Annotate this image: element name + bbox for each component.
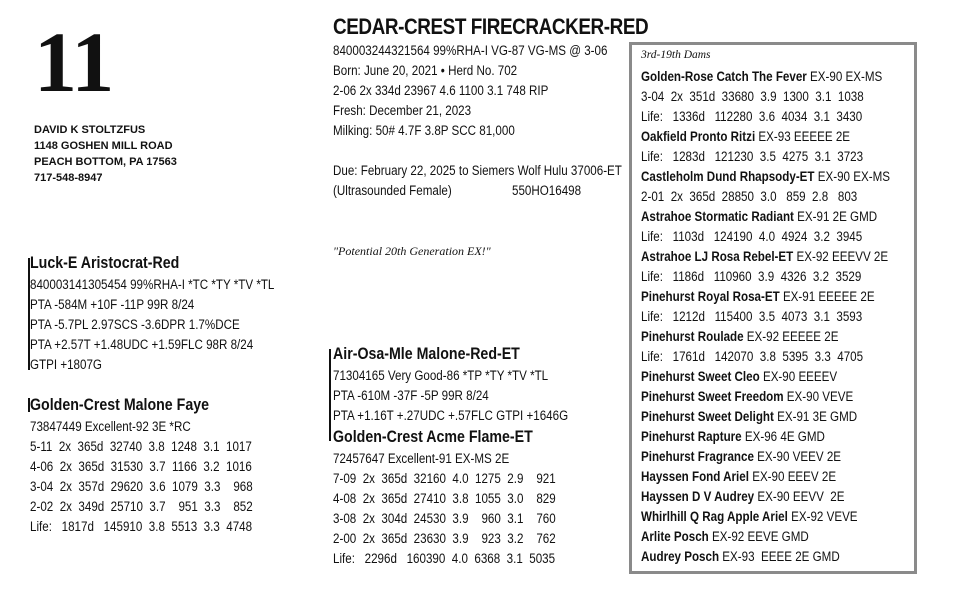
- dam-list-detail: 3-04 2x 351d 33680 3.9 1300 3.1 1038: [641, 89, 864, 104]
- dam-list-name: Pinehurst Sweet Delight: [641, 409, 774, 424]
- dam-list-name: Oakfield Pronto Ritzi: [641, 129, 756, 144]
- record-line: 2-06 2x 334d 23967 4.6 1100 3.1 748 RIP: [333, 83, 549, 98]
- sire-line: 840003141305454 99%RHA-I *TC *TY *TV *TL: [30, 277, 275, 292]
- dam-list-row: [641, 307, 890, 327]
- dam-list-detail: EX-92 EEEVV 2E: [793, 249, 889, 264]
- dam-line: 3-04 2x 357d 29620 3.6 1079 3.3 968: [30, 479, 253, 494]
- fresh-line: Fresh: December 21, 2023: [333, 103, 472, 118]
- dam-list-name: Golden-Rose Catch The Fever: [641, 69, 807, 84]
- dam-list-detail: Life: 1212d 115400 3.5 4073 3.1 3593: [641, 309, 863, 324]
- sire-line: PTA +2.57T +1.48UDC +1.59FLC 98R 8/24: [30, 337, 254, 352]
- dam-list-row: [641, 527, 890, 547]
- dam-list-row: [641, 407, 890, 427]
- sire-line: PTA -584M +10F -11P 99R 8/24: [30, 297, 195, 312]
- service-code: 550HO16498: [512, 183, 582, 198]
- dam-line: Life: 1817d 145910 3.8 5513 3.3 4748: [30, 519, 253, 534]
- granddam-line: 72457647 Excellent-91 EX-MS 2E: [333, 451, 510, 466]
- dam-list-row: [641, 187, 890, 207]
- dam-list-detail: EX-90 VEVE: [783, 389, 854, 404]
- dam-list-row: [641, 247, 890, 267]
- due-block: [333, 161, 669, 201]
- dam-list-name: Castleholm Dund Rhapsody-ET: [641, 169, 815, 184]
- dam-list-name: Audrey Posch: [641, 549, 720, 564]
- consignor-block: [34, 122, 177, 186]
- sire-line: GTPI +1807G: [30, 357, 102, 372]
- dam-list-row: [641, 267, 890, 287]
- dam-list-row: [641, 227, 890, 247]
- dam-list-name: Hayssen Fond Ariel: [641, 469, 749, 484]
- dam-list-row: [641, 287, 890, 307]
- dam-list-name: Pinehurst Rapture: [641, 429, 742, 444]
- mgs-block: [333, 343, 606, 426]
- granddam-line: 4-08 2x 365d 27410 3.8 1055 3.0 829: [333, 491, 556, 506]
- dam-list-detail: EX-92 EEVE GMD: [708, 529, 809, 544]
- dam-list-name: Pinehurst Roulade: [641, 329, 744, 344]
- consignor-address: 1148 GOSHEN MILL ROAD: [34, 140, 173, 152]
- dam-line: 73847449 Excellent-92 3E *RC: [30, 419, 191, 434]
- granddam-name: Golden-Crest Acme Flame-ET: [333, 428, 533, 446]
- dams-box: [629, 42, 917, 574]
- dam-list-detail: Life: 1186d 110960 3.9 4326 3.2 3529: [641, 269, 862, 284]
- dam-list-detail: Life: 1283d 121230 3.5 4275 3.1 3723: [641, 149, 864, 164]
- dam-list-row: [641, 147, 890, 167]
- dam-list-row: [641, 547, 890, 567]
- dam-list-detail: EX-92 VEVE: [787, 509, 858, 524]
- born-line: Born: June 20, 2021 • Herd No. 702: [333, 63, 518, 78]
- dam-list-row: [641, 207, 890, 227]
- mgs-name: Air-Osa-Mle Malone-Red-ET: [333, 345, 520, 363]
- dam-list-name: Pinehurst Sweet Freedom: [641, 389, 784, 404]
- dam-list-detail: EX-90 EEVV 2E: [754, 489, 845, 504]
- dam-name: Golden-Crest Malone Faye: [30, 396, 210, 414]
- dam-list-detail: EX-91 EEEEE 2E: [779, 289, 875, 304]
- granddam-line: 2-00 2x 365d 23630 3.9 923 3.2 762: [333, 531, 556, 546]
- lot-number: 11: [34, 14, 114, 110]
- sire-block: [30, 252, 314, 375]
- dam-list-row: [641, 347, 890, 367]
- dam-list-name: Whirlhill Q Rag Apple Ariel: [641, 509, 788, 524]
- ultrasound-text: (Ultrasounded Female): [333, 183, 452, 198]
- due-line: Due: February 22, 2025 to Siemers Wolf Hulu 37006-ET: [333, 163, 622, 178]
- dam-list-detail: 2-01 2x 365d 28850 3.0 859 2.8 803: [641, 189, 858, 204]
- mgs-line: 71304165 Very Good-86 *TP *TY *TV *TL: [333, 368, 549, 383]
- dam-list-name: Pinehurst Sweet Cleo: [641, 369, 760, 384]
- dam-list-name: Pinehurst Fragrance: [641, 449, 754, 464]
- dam-list-row: [641, 487, 890, 507]
- dam-block: [30, 394, 289, 537]
- dam-list-row: [641, 387, 890, 407]
- dam-line: 2-02 2x 349d 25710 3.7 951 3.3 852: [30, 499, 253, 514]
- dam-list-row: [641, 427, 890, 447]
- dam-list-detail: Life: 1336d 112280 3.6 4034 3.1 3430: [641, 109, 863, 124]
- dam-list-row: [641, 167, 890, 187]
- sire-line: PTA -5.7PL 2.97SCS -3.6DPR 1.7%DCE: [30, 317, 240, 332]
- dam-list-detail: EX-92 EEEEE 2E: [743, 329, 839, 344]
- dam-list-detail: Life: 1103d 124190 4.0 4924 3.2 3945: [641, 229, 863, 244]
- dam-list-name: Astrahoe Stormatic Radiant: [641, 209, 794, 224]
- dam-list-detail: EX-91 2E GMD: [793, 209, 878, 224]
- dam-list-name: Pinehurst Royal Rosa-ET: [641, 289, 780, 304]
- animal-name: CEDAR-CREST FIRECRACKER-RED: [333, 14, 649, 39]
- granddam-line: 3-08 2x 304d 24530 3.9 960 3.1 760: [333, 511, 556, 526]
- dam-list-detail: EX-90 EX-MS: [814, 169, 891, 184]
- dam-list-detail: EX-90 VEEV 2E: [753, 449, 842, 464]
- consignor-phone: 717-548-8947: [34, 172, 103, 184]
- dam-list-name: Hayssen D V Audrey: [641, 489, 755, 504]
- dam-list-detail: EX-93 EEEEE 2E: [755, 129, 851, 144]
- mgs-line: PTA +1.16T +.27UDC +.57FLC GTPI +1646G: [333, 408, 569, 423]
- main-details: [333, 41, 652, 141]
- mgs-line: PTA -610M -37F -5P 99R 8/24: [333, 388, 489, 403]
- dam-list-detail: EX-96 4E GMD: [741, 429, 825, 444]
- dam-list-detail: EX-91 3E GMD: [773, 409, 858, 424]
- mgs-bracket-line: [329, 349, 331, 441]
- granddam-line: 7-09 2x 365d 32160 4.0 1275 2.9 921: [333, 471, 556, 486]
- dam-list-row: [641, 67, 890, 87]
- dam-list-row: [641, 107, 890, 127]
- dam-list-row: [641, 127, 890, 147]
- consignor-name: DAVID K STOLTZFUS: [34, 124, 146, 136]
- main-animal: [333, 14, 700, 40]
- dam-list-detail: EX-93 EEEE 2E GMD: [719, 549, 840, 564]
- dam-list-detail: EX-90 EX-MS: [806, 69, 883, 84]
- dam-list-name: Astrahoe LJ Rosa Rebel-ET: [641, 249, 794, 264]
- dam-line: 5-11 2x 365d 32740 3.8 1248 3.1 1017: [30, 439, 252, 454]
- dam-list-detail: EX-90 EEEV 2E: [748, 469, 837, 484]
- dam-list-name: Arlite Posch: [641, 529, 709, 544]
- dam-list-row: [641, 327, 890, 347]
- dams-list: [641, 67, 931, 567]
- dams-box-heading: 3rd-19th Dams: [641, 49, 711, 61]
- potential-note: "Potential 20th Generation EX!": [333, 244, 491, 258]
- dam-list-row: [641, 507, 890, 527]
- dam-list-row: [641, 447, 890, 467]
- milking-line: Milking: 50# 4.7F 3.8P SCC 81,000: [333, 123, 515, 138]
- sire-name: Luck-E Aristocrat-Red: [30, 254, 180, 272]
- dam-list-row: [641, 467, 890, 487]
- dam-line: 4-06 2x 365d 31530 3.7 1166 3.2 1016: [30, 459, 252, 474]
- consignor-city: PEACH BOTTOM, PA 17563: [34, 156, 177, 168]
- registration-line: 840003244321564 99%RHA-I VG-87 VG-MS @ 3-06: [333, 43, 608, 58]
- dam-list-row: [641, 367, 890, 387]
- dam-list-detail: EX-90 EEEEV: [759, 369, 838, 384]
- granddam-line: Life: 2296d 160390 4.0 6368 3.1 5035: [333, 551, 556, 566]
- dam-list-detail: Life: 1761d 142070 3.8 5395 3.3 4705: [641, 349, 864, 364]
- dam-list-row: [641, 87, 890, 107]
- granddam-block: [333, 426, 592, 569]
